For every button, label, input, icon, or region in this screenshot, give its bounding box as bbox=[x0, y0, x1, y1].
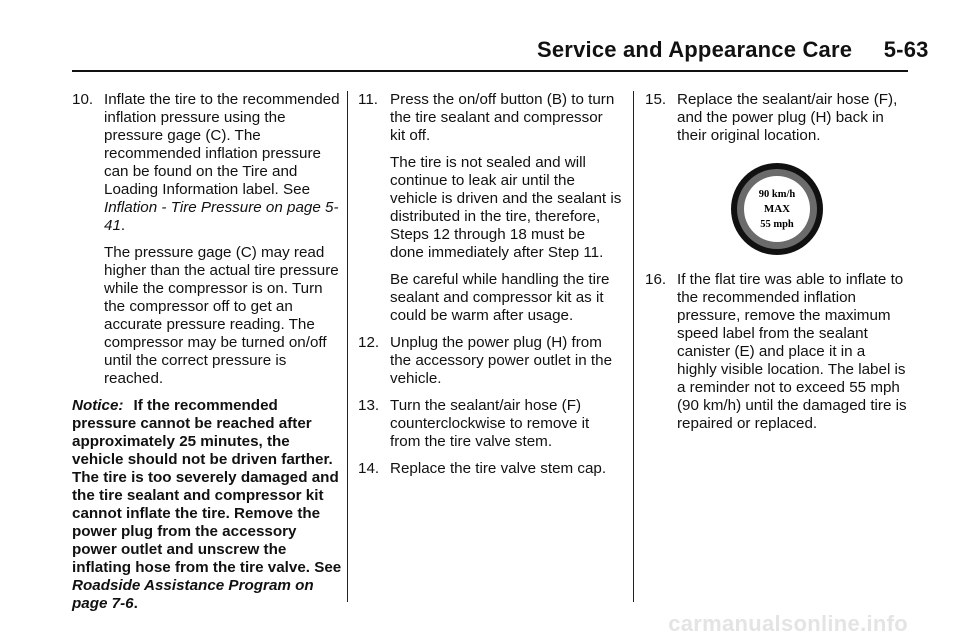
paragraph: The tire is not sealed and will continue to leak air until the vehicle is driven and the sealant is distributed in the tire, therefore, Steps 12 through 18 must be done immediately after Step 11. bbox=[390, 154, 622, 261]
step-number: 12. bbox=[358, 334, 380, 351]
step-14 bbox=[358, 460, 622, 478]
speed-label-image bbox=[729, 161, 825, 257]
label-line-2: MAX bbox=[763, 203, 790, 215]
step-12 bbox=[358, 334, 622, 388]
label-line-3: 55 mph bbox=[759, 219, 794, 230]
step-number: 16. bbox=[645, 271, 667, 288]
step-text: Turn the sealant/air hose (F) counterclockwise to remove it from the tire valve stem. bbox=[390, 397, 590, 450]
step-10 bbox=[72, 91, 342, 235]
column-2 bbox=[358, 91, 622, 487]
paragraph: The pressure gage (C) may read higher than the actual tire pressure while the compressor is on. Turn the compressor off to get an accurate pressure reading. The compressor may be turned on/off until the correct pressure is reached. bbox=[104, 244, 339, 387]
column-1 bbox=[72, 91, 342, 613]
step-13 bbox=[358, 397, 622, 451]
step-text: Unplug the power plug (H) from the accessory power outlet in the vehicle. bbox=[390, 334, 613, 387]
column-divider-2 bbox=[633, 91, 634, 602]
cross-reference-link[interactable]: Roadside Assistance Program on page 7-6 bbox=[72, 577, 314, 612]
notice-label: Notice: bbox=[72, 397, 124, 414]
step-text: If the flat tire was able to inflate to the recommended inflation pressure, remove the maximum speed label from the sealant canister (E) and place it in a highly visible location. The label is a reminder not to exceed 55 mph (90 km/h) until the damaged tire is repaired or replaced. bbox=[677, 271, 907, 432]
step-11 bbox=[358, 91, 622, 145]
max-speed-label-figure bbox=[645, 161, 908, 257]
step-15 bbox=[645, 91, 908, 145]
step-number: 14. bbox=[358, 460, 380, 477]
step-text: Replace the sealant/air hose (F), and the power plug (H) back in their original location. bbox=[677, 91, 898, 144]
label-line-1: 90 km/h bbox=[758, 189, 795, 200]
step-number: 15. bbox=[645, 91, 667, 108]
step-number: 10. bbox=[72, 91, 94, 108]
step-16 bbox=[645, 271, 908, 433]
step-text-end: . bbox=[120, 217, 126, 234]
column-3 bbox=[645, 91, 908, 442]
notice-text-end: . bbox=[133, 595, 138, 612]
header-rule bbox=[72, 70, 908, 72]
step-text: Inflate the tire to the recommended inflation pressure using the pressure gage (C). The recommended inflation pressure can be found on the Tire and Loading Information label. See bbox=[104, 91, 340, 198]
notice-text: If the recommended pressure cannot be reached after approximately 25 minutes, the vehicle should not be driven farther. The tire is too severely damaged and the tire sealant and compressor kit cannot inflate the tire. Remove the power plug from the accessory power outlet and unscrew the inflating hose from the tire valve. See bbox=[72, 397, 342, 576]
notice-block bbox=[72, 397, 342, 613]
step-text: Press the on/off button (B) to turn the tire sealant and compressor kit off. bbox=[390, 91, 615, 144]
step-number: 11. bbox=[358, 91, 378, 108]
cross-reference-link[interactable]: Inflation - Tire Pressure on page 5-41 bbox=[104, 199, 339, 234]
step-number: 13. bbox=[358, 397, 380, 414]
column-divider-1 bbox=[347, 91, 348, 602]
paragraph: Be careful while handling the tire sealant and compressor kit as it could be warm after usage. bbox=[390, 271, 610, 324]
step-text: Replace the tire valve stem cap. bbox=[390, 460, 607, 477]
watermark: carmanualsonline.info bbox=[668, 611, 908, 636]
page-header: Service and Appearance Care 5-63 bbox=[537, 37, 929, 62]
